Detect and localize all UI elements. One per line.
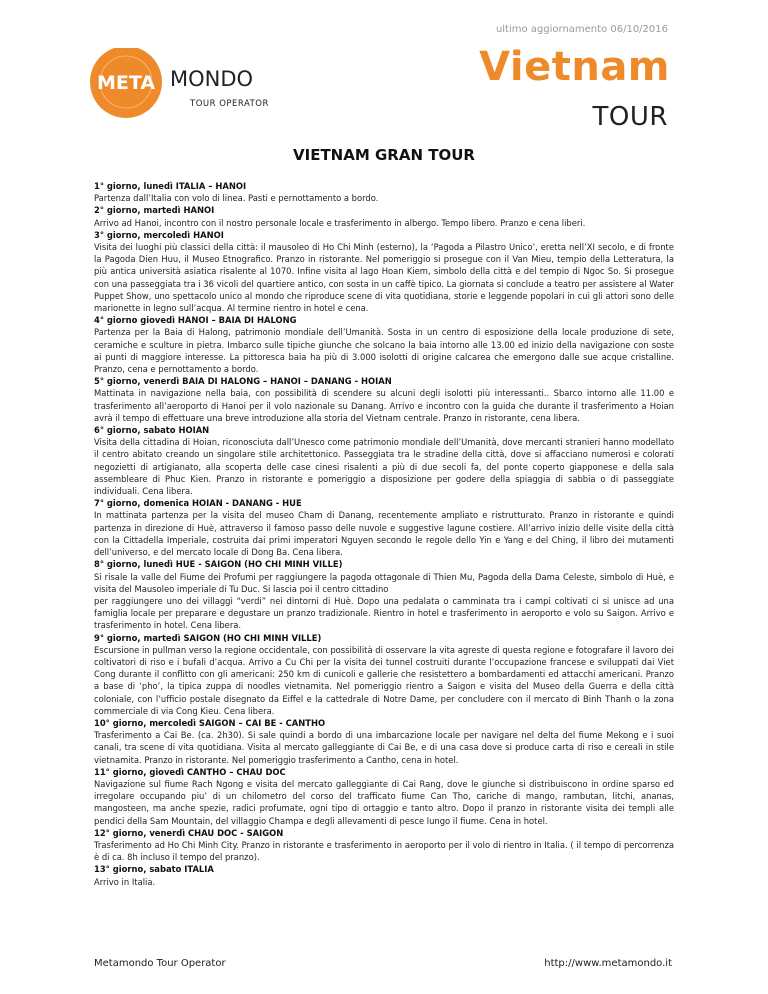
itinerary-day	[94, 632, 674, 717]
itinerary-day	[94, 766, 674, 827]
itinerary-day	[94, 827, 674, 864]
day-title: 6° giorno, sabato HOIAN	[94, 425, 210, 436]
metamondo-logo	[88, 48, 298, 118]
logo-mondo-text: MONDO	[170, 67, 254, 91]
itinerary-day	[94, 314, 674, 375]
itinerary-day	[94, 375, 674, 424]
day-title: 9° giorno, martedì SAIGON (HO CHI MINH VILLE)	[94, 632, 322, 643]
day-text: Arrivo in Italia.	[94, 876, 156, 887]
itinerary-day	[94, 180, 674, 204]
day-title: 8° giorno, lunedì HUE - SAIGON (HO CHI MINH VILLE)	[94, 559, 343, 570]
day-text: Visita dei luoghi più classici della città: il mausoleo di Ho Chi Minh (esterno), la ‘Pagoda a Pilastro Unico’, eretta nell’XI secolo, e di fronte la Pagoda Dien Huu, il Museo Etnografico. Pranzo in ristorante. Nel pomeriggio si prosegue con il Van Mieu, tempio della Letteratura, la più antica università asiatica risalente al 1070. Infine visita al lago Hoan Kiem, simbolo della città e del tempio di Ngoc So. Si prosegue con una passeggiata tra i 36 vicoli del quartiere antico, con sosta in un caffè tipico. La giornata si conclude a teatro per assistere al Water Puppet Show, uno spettacolo unico al mondo che riproduce scene di vita quotidiana, storie e leggende popolari in cui gli attori sono delle marionette in legno sull’acqua. Al termine rientro in hotel e cena.	[94, 242, 674, 314]
day-text: In mattinata partenza per la visita del museo Cham di Danang, recentemente ampliato e ristrutturato. Pranzo in ristorante e quindi partenza in direzione di Huè, attraverso il famoso passo delle nuvole e suggestive lagune costiere. All’arrivo inizio delle visite della città con la Cittadella Imperiale, costruita dai primi imperatori Nguyen secondo le regole dello Yin e Yang e del Ching, il libro dei mutamenti dell’universo, e del mercato locale di Dong Ba. Cena libera.	[94, 510, 674, 558]
day-title: 7° giorno, domenica HOIAN - DANANG - HUE	[94, 498, 302, 509]
itinerary-day	[94, 717, 674, 766]
day-text: Partenza per la Baia di Halong, patrimonio mondiale dell’Umanità. Sosta in un centro di esposizione della locale produzione di sete, ceramiche e sculture in pietra. Imbarco sulle tipiche giunche che solcano la baia intorno alle 13.00 ed inizio della navigazione con soste ai punti di maggiore interesse. La pittoresca baia ha più di 3.000 isolotti di origine calcarea che emergono dalle sue acque cristalline. Pranzo, cena e pernottamento a bordo.	[94, 327, 674, 375]
footer-company: Metamondo Tour Operator	[94, 958, 226, 969]
itinerary-day	[94, 863, 674, 887]
day-text: Trasferimento a Cai Be. (ca. 2h30). Si sale quindi a bordo di una imbarcazione locale per navigare nel delta del fiume Mekong e i suoi canali, tra scene di vita quotidiana. Visita al mercato galleggiante di Cai Be, e di una casa dove si produce carta di riso e cereali in stile vietnamita. Pranzo in ristorante. Nel pomeriggio trasferimento a Cantho, cena in hotel.	[94, 730, 674, 765]
destination-subtitle: TOUR	[592, 102, 668, 132]
day-title: 10° giorno, mercoledì SAIGON – CAI BE - CANTHO	[94, 717, 326, 728]
day-title: 13° giorno, sabato ITALIA	[94, 864, 214, 875]
itinerary-day	[94, 497, 674, 558]
day-text: Navigazione sul fiume Rach Ngong e visita del mercato galleggiante di Cai Rang, dove le giunche si distribuiscono in ordine sparso ed irregolare occupando piu’ di un chilometro del corso del trafficato fiume Can Tho, cariche di mango, rambutan, litchi, ananas, mangosteen, ma anche spezie, radici profumate, ogni tipo di ortaggio e tanto altro. Dopo il pranzo in ristorante visita dei templi alle pendici della Sam Mountain, del villaggio Champa e degli allevamenti di pesce lungo il fiume. Cena in hotel.	[94, 778, 674, 826]
day-title: 5° giorno, venerdì BAIA DI HALONG – HANOI – DANANG - HOIAN	[94, 376, 392, 387]
footer-website-link[interactable]: http://www.metamondo.it	[544, 958, 672, 969]
itinerary-day	[94, 424, 674, 497]
last-updated-note: ultimo aggiornamento 06/10/2016	[495, 24, 668, 35]
day-title: 4° giorno giovedì HANOI – BAIA DI HALONG	[94, 315, 297, 326]
logo-tagline: TOUR OPERATOR	[190, 99, 269, 109]
itinerary	[94, 180, 674, 888]
itinerary-day	[94, 204, 674, 228]
day-text: Partenza dall’Italia con volo di linea. Pasti e pernottamento a bordo.	[94, 193, 379, 204]
day-text: Mattinata in navigazione nella baia, con possibilità di scendere su alcuni degli isolotti più interessanti.. Sbarco intorno alle 11.00 e trasferimento all’aeroporto di Hanoi per il volo nazionale su Danang. Arrivo e incontro con la guida che durante il trasferimento a Hoian avrà il tempo di effettuare una breve introduzione alla storia del Vietnam centrale. Pranzo in ristorante, cena libera.	[94, 388, 674, 423]
logo-meta-text: META	[96, 72, 156, 94]
day-title: 2° giorno, martedì HANOI	[94, 205, 215, 216]
itinerary-day	[94, 229, 674, 314]
day-text: Trasferimento ad Ho Chi Minh City. Pranzo in ristorante e trasferimento in aeroporto per il volo di rientro in Italia. ( il tempo di percorrenza è di ca. 8h incluso il tempo del pranzo).	[94, 839, 674, 863]
day-text: Escursione in pullman verso la regione occidentale, con possibilità di osservare la vita agreste di questa regione e fotografare il lavoro dei coltivatori di riso e i bufali d’acqua. Arrivo a Cu Chi per la visita dei tunnel costruiti durante l’occupazione francese e sviluppati dai Viet Cong durante il conflitto con gli americani: 250 km di cunicoli e gallerie che resistettero a bombardamenti ed attacchi americani. Pranzo a base di ‘pho’, la tipica zuppa di noodles vietnamita. Nel pomeriggio rientro a Saigon e visita del Museo della Guerra e della città coloniale, con l’ufficio postale disegnato da Eiffel e la cattedrale di Notre Dame, per concludere con il mercato di Binh Thanh o la zona commerciale di via Cong Kieu. Cena libera.	[94, 644, 674, 716]
destination-title: Vietnam	[479, 44, 670, 90]
day-text: Si risale la valle del Fiume dei Profumi per raggiungere la pagoda ottagonale di Thien Mu, Pagoda della Dama Celeste, simbolo di Huè, e visita del Mausoleo imperiale di Tu Duc. Si lascia poi il centro cittadino per raggiungere uno dei villaggi “verdi” nei dintorni di Huè. Dopo una pedalata o camminata tra i campi coltivati ci si unisce ad una famiglia locale per preparare e degustare un pranzo tradizionale. Rientro in hotel e trasferimento in aeroporto e volo su Saigon. Arrivo e trasferimento in hotel. Cena libera.	[94, 571, 674, 631]
tour-heading: VIETNAM GRAN TOUR	[293, 146, 475, 164]
itinerary-day	[94, 558, 674, 631]
day-title: 11° giorno, giovedì CANTHO – CHAU DOC	[94, 766, 286, 777]
day-title: 3° giorno, mercoledì HANOI	[94, 229, 224, 240]
day-title: 1° giorno, lunedì ITALIA – HANOI	[94, 181, 247, 191]
day-text: Visita della cittadina di Hoian, riconosciuta dall’Unesco come patrimonio mondiale dell’Umanità, dove mercanti stranieri hanno modellato il centro abitato creando un singolare stile architettonico. Passeggiata tra le stradine della città, dove si affacciano numerosi e colorati negozietti di artigianato, alla scoperta delle case cinesi risalenti a più di due secoli fa, del ponte coperto giapponese e della sala assembleare di Phuc Kien. Pranzo in ristorante e pomeriggio a disposizione per godere della spiaggia di sabbia o di passeggiate individuali. Cena libera.	[94, 437, 674, 497]
day-title: 12° giorno, venerdì CHAU DOC - SAIGON	[94, 827, 284, 838]
day-text: Arrivo ad Hanoi, incontro con il nostro personale locale e trasferimento in albergo. Tempo libero. Pranzo e cena liberi.	[94, 217, 586, 228]
